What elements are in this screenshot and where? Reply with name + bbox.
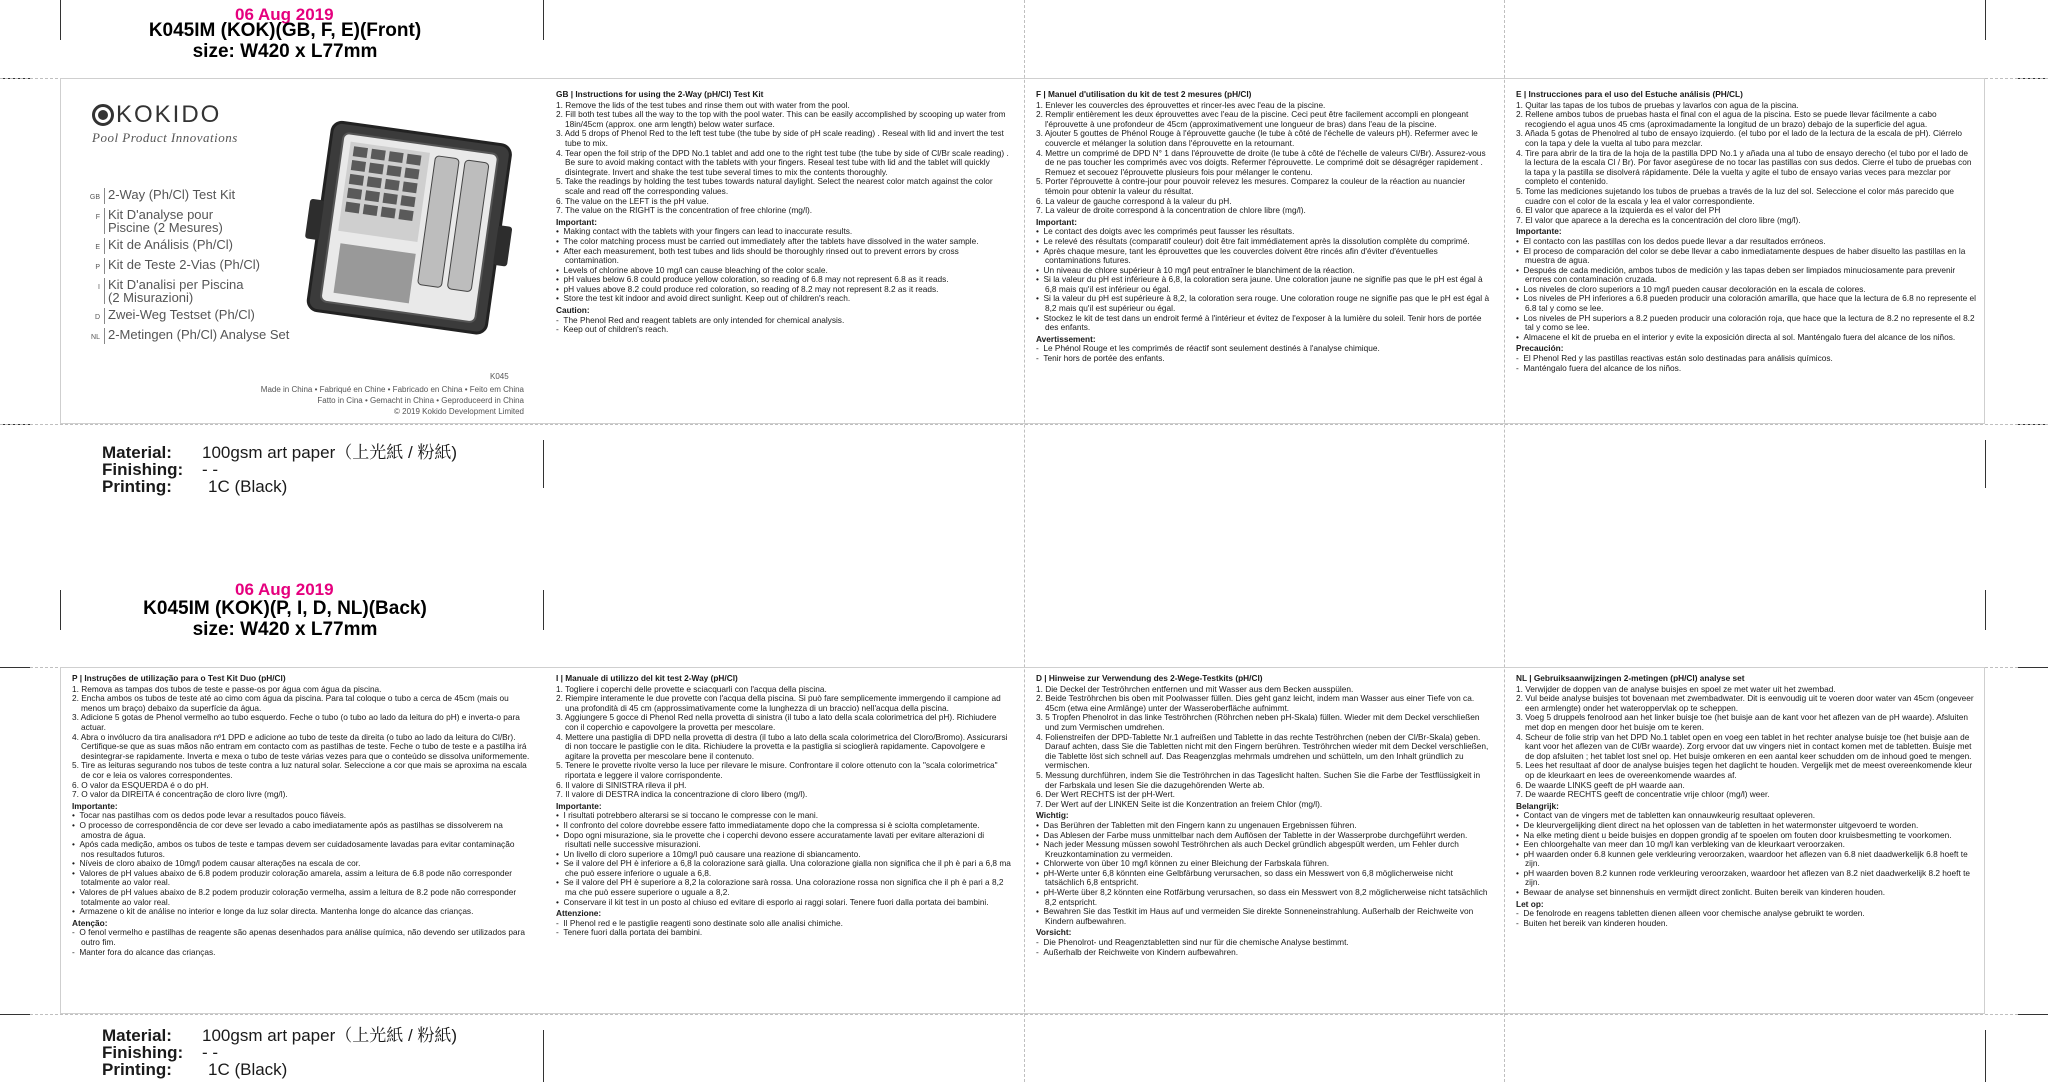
spec-text: Material: (102, 1026, 172, 1045)
section-heading: NL | Gebruiksaanwijzingen 2-metingen (pH/Cl) analyse set (1516, 674, 1745, 683)
list-item: 5. Lees het resultaat af door de analyse buisjes tegen het daglicht te houden. Vergelijk met de meest overeenkomende kleur op de kleurkaart en lees de overeenkomende waardes af. (1516, 760, 1973, 780)
list-item: 3. Voeg 5 druppels fenolrood aan het linker buisje toe (het buisje aan de kant voor het aflezen van de pH waarde). Afsluiten met dop en mengen door het buisje om te keren. (1516, 712, 1969, 732)
section-heading: E | Instrucciones para el uso del Estuche análisis (PH/CL) (1516, 90, 1743, 99)
list-item: • Bewahren Sie das Testkit im Haus auf und vermeiden Sie direkte Sonneneinstrahlung. Außerhalb der Reichweite von Kindern aufbewahren. (1036, 907, 1492, 926)
list-item: 2. Encha ambos os tubos de teste até ao cimo com água da piscina. Para tal coloque o tubo a cerca de 45cm (mais ou menos um braço) debaixo da superfície da água. (72, 693, 509, 713)
list-item: 2. Fill both test tubes all the way to the top with the pool water. This can be easily accomplished by scooping up water from 18in/45cm (approx. one arm length) below water surface. (556, 109, 1006, 129)
spec-text: 100gsm art paper（上光紙 / 粉紙) (202, 1026, 458, 1045)
list-item: 3. Add 5 drops of Phenol Red to the left test tube (the tube by side of pH scale reading) . Reseal with lid and invert the test tube to mix. (556, 128, 1004, 148)
important-heading: Importante: (556, 800, 602, 811)
important-heading: Important: (1036, 216, 1078, 227)
crop-mark (543, 1030, 544, 1082)
list-item: 2. Rellene ambos tubos de pruebas hasta el final con el agua de la piscina. Esto se puede llevar fácilmente a cabo recogiendo el agua unos 45 cms (aproximadamente la longitud de un brazo) debajo de la superficie del agua. (1516, 109, 1937, 129)
list-item: • Los niveles de cloro superiors a 10 mg/l pueden causar decoloración en la escala de colores. (1516, 285, 1976, 295)
list-item: - Il Phenol red e le pastiglie reagenti sono destinate solo alle analisi chimiche. (556, 919, 1012, 929)
steps-list (1516, 685, 1976, 800)
logo-mark-icon (92, 104, 114, 126)
crop-mark (60, 590, 61, 630)
list-item: • El contacto con las pastillas con los dedos puede llevar a dar resultados erróneos. (1516, 237, 1976, 247)
instructions-p (72, 674, 530, 1010)
list-item: 1. Enlever les couvercles des éprouvettes et rincer-les avec l'eau de la piscine. (1036, 99, 1326, 110)
front-print-spec (102, 444, 457, 495)
list-item: • I risultati potrebbero alterarsi se si toccano le compresse con le mani. (556, 811, 1012, 821)
list-item: - Tenere fuori dalla portata dei bambini. (556, 928, 1012, 938)
list-item: • The color matching process must be carried out immediately after the tablets have dissolved in the water sample. (556, 237, 1012, 247)
brand-logo (92, 101, 221, 129)
important-list (72, 811, 530, 917)
product-title-row (86, 238, 289, 254)
list-item: 5. Take the readings by holding the test tubes towards natural daylight. Select the nearest color match against the color scale and read off the corresponding values. (556, 176, 993, 196)
crop-mark (2018, 1014, 2048, 1015)
list-item: • Se il valore del PH è inferiore a 6,8 la colorazione sarà gialla. Una colorazione gialla non significa che il ph è pari a 6,8 ma che può essere inferiore o uguale a 6,8. (556, 859, 1012, 878)
list-item: • pH-Werte über 8,2 könnten eine Rotfärbung verursachen, so dass ein Messwert von 8,2 möglicherweise nicht tatsächlich 8,2 entspricht. (1036, 888, 1492, 907)
product-title-text: I (98, 284, 100, 291)
caution-heading: Let op: (1516, 898, 1544, 909)
spec-text: 1C (Black) (208, 477, 288, 496)
front-size-line: size: W420 x L77mm (192, 41, 378, 62)
list-item: 5. Porter l'éprouvette à contre-jour pour pouvoir relevez les mesures. Comparez la couleur de la réaction au nuancier témoin pour obtenir la valeur du résultat. (1036, 176, 1466, 196)
list-item: 1. Verwijder de doppen van de analyse buisjes en spoel ze met water uit het zwembad. (1516, 683, 1836, 694)
caution-list (1036, 344, 1492, 363)
spec-text: 100gsm art paper（上光紙 / 粉紙) (202, 443, 458, 462)
spec-text: - - (202, 1043, 219, 1062)
instructions-d (1036, 674, 1492, 1010)
fold-line (0, 424, 2048, 425)
list-item: 5. Tenere le provette rivolte verso la luce per rilevare le misure. Confrontare il colore ottenuto con la "scala colorimetrica" riportata e leggere il valore corrispondente. (556, 760, 998, 780)
list-item: - De fenolrode en reagens tabletten dienen alleen voor chemische analyse gebruikt te worden. (1516, 909, 1976, 919)
list-item: - Außerhalb der Reichweite von Kindern aufbewahren. (1036, 948, 1492, 958)
list-item: 4. Mettre un comprimé de DPD N° 1 dans l'éprouvette de droite (le tube à côté de l'échelle de valeurs Cl/Br). Assurez-vous de ne pas toucher les comprimés avec vos doigts. Refermer l'éprouvette. Le comprimé doit se désagréger rapidement . Remuez et secouez l'éprouvette plusieurs fois pour mélanger le contenu. (1036, 147, 1486, 177)
list-item: 1. Remove the lids of the test tubes and rinse them out with water from the pool. (556, 99, 850, 110)
list-item: 1. Togliere i coperchi delle provette e sciacquarli con l'acqua della piscina. (556, 683, 827, 694)
crop-mark (1985, 440, 1986, 488)
list-item: - Die Phenolrot- und Reagenztabletten sind nur für die chemische Analyse bestimmt. (1036, 938, 1492, 948)
spec-row (102, 478, 457, 495)
product-title-text: P (95, 264, 100, 271)
product-title-text: Kit de Análisis (Ph/Cl) (104, 238, 233, 254)
instructions-i (556, 674, 1012, 1010)
list-item: 4. Mettere una pastiglia di DPD nella provetta di destra (il tubo a lato della scala colorimetrica del Cloro/Bromo). Assicurarsi di non toccare le pastiglie con le dita. Richiudere la provetta e la pastiglia si scioglierà rapidamente. Capovolgere e agitare la provetta per mescolare bene il contenuto. (556, 731, 1008, 761)
steps-list (72, 685, 530, 800)
list-item: 2. Riempire interamente le due provette con l'acqua della piscina. Si può fare semplicemente immergendo il campione ad una profondità di 45 cm (approssimativamente come la lunghezza di un braccio) nell'acqua della piscina. (556, 693, 1001, 713)
list-item: • Tocar nas pastilhas com os dedos pode levar a resultados pouco fiáveis. (72, 811, 530, 821)
crop-mark (0, 1014, 30, 1015)
logo-wordmark: KOKIDO (116, 101, 222, 128)
caution-list (1036, 938, 1492, 957)
list-item: 7. The value on the RIGHT is the concentration of free chlorine (mg/l). (556, 205, 813, 216)
list-item: 3. 5 Tropfen Phenolrot in das linke Teströhrchen (Röhrchen neben pH-Skala) füllen. Wieder mit dem Deckel verschließen und zum Vermischen umdrehen. (1036, 712, 1480, 732)
list-item: • Na elke meting dient u beide buisjes en doppen grondig af te spoelen om fouten door kruisbesmetting te voorkomen. (1516, 831, 1976, 841)
list-item: 4. Tear open the foil strip of the DPD No.1 tablet and add one to the right test tube (the tube by side of Cl/Br scale reading) . Be sure to avoid making contact with the tablets with your fingers. Reseal test tube with lid and the tablet will quickly disintegrate. Invert and shake the test tube several times to mix the contents thoroughly. (556, 147, 1009, 177)
fold-line (0, 1014, 2048, 1015)
instructions-f (1036, 90, 1492, 420)
list-item: • pH values above 8.2 could produce red coloration, so reading of 8.2 may not represent 8.2 as it reads. (556, 285, 1012, 295)
list-item: 4. Folienstreifen der DPD-Tablette Nr.1 aufreißen und Tablette in das rechte Teströhrchen (neben der Cl/Br-Skala) geben. Darauf achten, dass Sie die Tabletten nicht mit den Fingern berühren. Teströhrchen wieder mit dem Deckel verschließen, die Tablette löst sich schnell auf. Das Reagenzglas mehrmals umdrehen und schütteln, um den Inhalt gründlich zu vermischen. (1036, 731, 1489, 771)
list-item: • Almacene el kit de prueba en el interior y evite la exposición directa al sol. Manténgalo fuera del alcance de los niños. (1516, 333, 1976, 343)
important-list (1516, 237, 1976, 343)
list-item: • Armazene o kit de análise no interior e longe da luz solar directa. Mantenha longe do alcance das crianças. (72, 907, 530, 917)
list-item: 2. Beide Teströhrchen bis oben mit Poolwasser füllen. Dies geht ganz leicht, indem man Wasser aus einer Tiefe von ca. 45cm (etwa eine Armlänge) unter der Wasseroberfläche aufnimmt. (1036, 693, 1475, 713)
spec-row (102, 444, 457, 461)
list-item: • Le contact des doigts avec les comprimés peut fausser les résultats. (1036, 227, 1492, 237)
list-item: • Los niveles de PH superiors a 8.2 pueden producir una coloración roja, que hace que la lectura de 8.2 no represente el 8.2 tal y como se lee. (1516, 314, 1976, 333)
list-item: 6. El valor que aparece a la izquierda es el valor del PH (1516, 205, 1721, 216)
spec-text: Printing: (102, 477, 172, 496)
list-item: • pH values below 6.8 could produce yellow coloration, so reading of 6.8 may not represent 6.8 as it reads. (556, 275, 1012, 285)
important-heading: Wichtig: (1036, 810, 1069, 821)
list-item: 2. Vul beide analyse buisjes tot bovenaan met zwembadwater. Dit is eenvoudig uit te voeren door water van 45cm (ongeveer een armlengte) onder het wateroppervlak op te scheppen. (1516, 693, 1974, 713)
steps-list (556, 101, 1012, 216)
instructions-nl (1516, 674, 1976, 1010)
list-item: 1. Remova as tampas dos tubos de teste e passe-os por água com água da piscina. (72, 683, 382, 694)
list-item: • After each measurement, both test tubes and lids should be thoroughly rinsed out to prevent errors by cross contamination. (556, 247, 1012, 266)
spec-row (102, 1061, 457, 1078)
list-item: 1. Die Deckel der Teströhrchen entfernen und mit Wasser aus dem Becken ausspülen. (1036, 683, 1354, 694)
caution-list (556, 919, 1012, 938)
spec-row (102, 1027, 457, 1044)
important-list (556, 811, 1012, 907)
steps-list (1516, 101, 1976, 226)
crop-mark (543, 0, 544, 40)
list-item: 6. O valor da ESQUERDA é o do pH. (72, 779, 209, 790)
list-item: • Stockez le kit de test dans un endroit fermé à l'intérieur et évitez de l'exposer à la lumière du soleil. Tenir hors de portée des enfants. (1036, 314, 1492, 333)
back-title-line: K045IM (KOK)(P, I, D, NL)(Back) (143, 598, 427, 619)
list-item: • Nach jeder Messung müssen sowohl Teströhrchen als auch Deckel gründlich abgespült werden, um Fehler durch Kreuzkontamination zu vermeiden. (1036, 840, 1492, 859)
list-item: • O processo de correspondência de cor deve ser levado a cabo imediatamente após as pastilhas se dissolverem na amostra de água. (72, 821, 530, 840)
list-item: 5. Tome las mediciones sujetando los tubos de pruebas a través de la luz del sol. Seleccione el color más parecido que cuadre con el color de la escala y lea el valor correspondiente. (1516, 185, 1954, 206)
crop-mark (543, 590, 544, 630)
list-item: • Un niveau de chlore supérieur à 10 mg/l peut entraîner le blanchiment de la réaction. (1036, 266, 1492, 276)
list-item: 4. Abra o invólucro da tira analisadora nº1 DPD e adicione ao tubo de teste da direita (o tubo ao lado da leitura do Cl/Br). Certifique-se que as suas mãos não entram em contacto com as pastilhas de teste. Feche o tubo de teste e a pastilha irá desintegrar-se rapidamente. Inverta e mexa o tubo de teste várias vezes para que o conteúdo se dissolva uniformemente. (72, 731, 530, 761)
list-item: - O fenol vermelho e pastilhas de reagente são apenas desenhados para análise química, não devendo ser utilizados para outro fim. (72, 928, 530, 947)
product-title-row (86, 278, 289, 304)
list-item: • Si la valeur du pH est supérieure à 8,2, la coloration sera rouge. Une coloration rouge ne signifie pas que le pH est égal à 8,2 mais qu'il est supérieur ou égal. (1036, 294, 1492, 313)
list-item: • Un livello di cloro superiore a 10mg/l può causare una reazione di sbiancamento. (556, 850, 1012, 860)
product-title-text: NL (91, 334, 100, 341)
list-item: - Manter fora do alcance das crianças. (72, 948, 530, 958)
list-item: 3. Adicione 5 gotas de Phenol vermelho ao tubo esquerdo. Feche o tubo (o tubo ao lado da leitura do pH) e inverta-o para actuar. (72, 712, 520, 732)
test-kit-case-image (300, 103, 525, 343)
product-title-text: Kit D'analisi per Piscina (2 Misurazioni) (104, 278, 254, 304)
list-item: • De kleurvergelijking dient direct na het oplossen van de tabletten in het watermonster uitgevoerd te worden. (1516, 821, 1976, 831)
list-item: • Después de cada medición, ambos tubos de medición y las tapas deben ser limpiados minuciosamente para prevenir errores con contaminación cruzada. (1516, 266, 1976, 285)
list-item: - El Phenol Red y las pastillas reactivas están solo destinadas para análisis químicos. (1516, 354, 1976, 364)
list-item: 2. Remplir entièrement les deux éprouvettes avec l'eau de la piscine. Ceci peut être facilement accompli en plongeant l'éprouvette à une profondeur de 45cm (approximativement une longueur de bras) dans l'eau de la piscine. (1036, 109, 1469, 129)
section-heading: P | Instruções de utilização para o Test Kit Duo (pH/Cl) (72, 674, 286, 683)
list-item: • Store the test kit indoor and avoid direct sunlight. Keep out of children's reach. (556, 294, 1012, 304)
list-item: • Si la valeur du pH est inférieure à 6,8, la coloration sera jaune. Une coloration jaune ne signifie pas que le pH est égal à 6,8 mais qu'il est inférieur ou égal. (1036, 275, 1492, 294)
important-list (1036, 821, 1492, 927)
caution-list (556, 316, 1012, 335)
list-item: • pH waarden onder 6.8 kunnen gele verkleuring veroorzaken, waardoor het aflezen van 6.8 niet daadwerkelijk 6.8 hoeft te zijn. (1516, 850, 1976, 869)
list-item: • Levels of chlorine above 10 mg/l can cause bleaching of the color scale. (556, 266, 1012, 276)
product-title-row (86, 258, 289, 274)
list-item: • pH waarden boven 8.2 kunnen rode verkleuring veroorzaken, waardoor het aflezen van 8.2 niet daadwerkelijk 8.2 hoeft te zijn. (1516, 869, 1976, 888)
instructions-e (1516, 90, 1976, 420)
spec-row (102, 461, 457, 478)
caution-list (1516, 354, 1976, 373)
list-item: • Conservare il kit test in un posto al chiuso ed evitare di esporlo ai raggi solari. Tenere fuori dalla portata dei bambini. (556, 898, 1012, 908)
important-list (556, 227, 1012, 304)
caution-heading: Vorsicht: (1036, 927, 1072, 938)
spec-text: Made in China • Fabriqué en Chine • Fabricado en China • Feito em China (260, 385, 524, 394)
list-item: • pH-Werte unter 6,8 könnten eine Gelbfärbung verursachen, so dass ein Messwert von 6,8 möglicherweise nicht tatsächlich 6,8 entspricht. (1036, 869, 1492, 888)
crop-mark (1985, 1030, 1986, 1082)
list-item: 6. De waarde LINKS geeft de pH waarde aan. (1516, 779, 1685, 790)
list-item: - Buiten het bereik van kinderen houden. (1516, 919, 1976, 929)
section-heading: D | Hinweise zur Verwendung des 2-Wege-Testkits (pH/Cl) (1036, 674, 1263, 683)
list-item: - The Phenol Red and reagent tablets are only intended for chemical analysis. (556, 316, 1012, 326)
list-item: • Valores de pH values abaixo de 8.2 podem produzir coloração vermelha, assim a leitura de 8.2 pode não corresponder totalmente ao valor real. (72, 888, 530, 907)
crop-mark (1985, 0, 1986, 40)
crop-mark (0, 667, 30, 668)
product-title-text: D (94, 314, 100, 321)
product-title-text: Kit de Teste 2-Vias (Ph/Cl) (104, 258, 260, 274)
important-heading: Importante: (1516, 226, 1562, 237)
front-date: 06 Aug 2019 (235, 5, 334, 24)
product-title-row (86, 308, 289, 324)
list-item: 6. La valeur de gauche correspond à la valeur du pH. (1036, 195, 1232, 206)
list-item: 7. La valeur de droite correspond à la concentration de chlore libre (mg/l). (1036, 205, 1306, 216)
product-title-text: F (95, 214, 100, 221)
list-item: 6. Der Wert RECHTS ist der pH-Wert. (1036, 789, 1175, 800)
caution-heading: Attenzione: (556, 908, 602, 919)
list-item: 7. De waarde RECHTS geeft de concentratie vrije chloor (mg/l) weer. (1516, 789, 1770, 800)
list-item: • Dopo ogni misurazione, sia le provette che i coperchi devono essere accuratamente lavati per evitare alterazioni di risultati nelle successive misurazioni. (556, 831, 1012, 850)
spec-text: © 2019 Kokido Development Limited (394, 407, 524, 416)
spec-text: Finishing: (102, 460, 184, 479)
product-titles (86, 188, 289, 348)
crop-mark (60, 0, 61, 40)
instructions-gb (556, 90, 1012, 420)
list-item: • Chlorwerte von über 10 mg/l können zu einer Bleichung der Farbskala führen. (1036, 859, 1492, 869)
product-title-text: GB (89, 194, 100, 201)
list-item: • Valores de pH values abaixo de 6.8 podem produzir coloração amarela, assim a leitura de 6.8 pode não corresponder totalmente ao valor real. (72, 869, 530, 888)
back-size-line: size: W420 x L77mm (192, 619, 378, 640)
list-item: • Il confronto del colore dovrebbe essere fatto immediatamente dopo che la compressa si è sciolta completamente. (556, 821, 1012, 831)
caution-list (72, 928, 530, 957)
list-item: • Bewaar de analyse set binnenshuis en vermijdt direct zonlicht. Buiten bereik van kinderen houden. (1516, 888, 1976, 898)
list-item: 7. O valor da DIREITA é concentração de cloro livre (mg/l). (72, 789, 288, 800)
list-item: 4. Scheur de folie strip van het DPD No.1 tablet open en voeg een tablet in het rechter analyse buisje toe (het buisje aan de kant voor het aflezen van de Cl/Br waarde). Zorg ervoor dat uw vingers niet in contact komen met de tabletten. Buisje met de dop afsluiten ; het tablet lost snel op. Het buisje omkeren en een aantal keer schudden om de inhoud goed te mengen. (1516, 731, 1972, 761)
product-title-text: 2-Metingen (Ph/Cl) Analyse Set (104, 328, 289, 344)
product-title-text: Zwei-Weg Testset (Ph/Cl) (104, 308, 255, 324)
crop-mark (1985, 590, 1986, 630)
list-item: - Le Phénol Rouge et les comprimés de réactif sont seulement destinés à l'analyse chimique. (1036, 344, 1492, 354)
list-item: 3. Ajouter 5 gouttes de Phénol Rouge à l'éprouvette gauche (le tube à côté de l'échelle de valeurs pH). Refermer avec le couvercle et mélanger la solution dans l'éprouvette en la retournant. (1036, 128, 1478, 148)
list-item: 3. Añada 5 gotas de Phenolred al tubo de ensayo izquierdo. (el tubo por el lado de la lectura de la escala de pH). Ciérrelo con la tapa y dele la vuelta al tubo para mezclar. (1516, 128, 1963, 148)
back-print-spec (102, 1027, 457, 1078)
front-title-line: K045IM (KOK)(GB, F, E)(Front) (148, 20, 422, 41)
caution-heading: Atenção: (72, 917, 108, 928)
spec-text: 1C (Black) (208, 1060, 288, 1079)
list-item: • Los niveles de PH inferiores a 6.8 pueden producir una coloración amarilla, que hace que la lectura de 6.8 no represente el 6.8 tal y como se lee. (1516, 294, 1976, 313)
list-item: • Das Ablesen der Farbe muss unmittelbar nach dem Auflösen der Tablette in der Wasserprobe durchgeführt werden. (1036, 831, 1492, 841)
product-title-row (86, 208, 289, 234)
important-list (1036, 227, 1492, 333)
spec-text: Fatto in Cina • Gemacht in China • Geproduceerd in China (317, 396, 524, 405)
spec-text: Finishing: (102, 1043, 184, 1062)
logo-tagline: Pool Product Innovations (92, 130, 238, 145)
steps-list (556, 685, 1012, 800)
list-item: 7. Il valore di DESTRA indica la concentrazione di cloro libero (mg/l). (556, 789, 808, 800)
list-item: • Le relevé des résultats (comparatif couleur) doit être fait immédiatement après la dissolution complète du comprimé. (1036, 237, 1492, 247)
crop-mark (2018, 667, 2048, 668)
product-title-row (86, 328, 289, 344)
made-in-notice (190, 384, 524, 417)
list-item: 7. El valor que aparece a la derecha es la concentración del cloro libre (mg/l). (1516, 214, 1801, 225)
product-title-row (86, 188, 289, 204)
list-item: 7. Der Wert auf der LINKEN Seite ist die Konzentration an freiem Chlor (mg/l). (1036, 798, 1323, 809)
section-heading: GB | Instructions for using the 2-Way (pH/Cl) Test Kit (556, 90, 764, 99)
steps-list (1036, 685, 1492, 810)
crop-mark (543, 440, 544, 488)
caution-list (1516, 909, 1976, 928)
steps-list (1036, 101, 1492, 216)
list-item: 5. Tire as leituras segurando nos tubos de teste contra a luz natural solar. Seleccione a cor que mais se aproxima na escala de cor e leia os valores correspondentes. (72, 760, 527, 780)
section-heading: F | Manuel d'utilisation du kit de test 2 mesures (pH/Cl) (1036, 90, 1252, 99)
list-item: 3. Aggiungere 5 gocce di Phenol Red nella provetta di sinistra (il tubo a lato della scala colorimetrica del pH). Richiudere con il coperchio e capovolgere la provetta per mescolare. (556, 712, 997, 732)
section-heading: I | Manuale di utilizzo del kit test 2-Way (pH/Cl) (556, 674, 738, 683)
back-date: 06 Aug 2019 (235, 580, 334, 599)
list-item: • Making contact with the tablets with your fingers can lead to inaccurate results. (556, 227, 1012, 237)
back-title (110, 598, 460, 640)
spec-text: Material: (102, 443, 172, 462)
caution-heading: Avertissement: (1036, 333, 1096, 344)
list-item: • Contact van de vingers met de tabletten kan onnauwkeurig resultaat opleveren. (1516, 811, 1976, 821)
list-item: 4. Tire para abrir de la tira de la hoja de la pastilla DPD No.1 y añada una al tubo de ensayo derecho (el tubo por el lado de la lectura de la escala Cl / Br). Por favor asegúrese de no tocar las pastillas con sus dedos. Cierre el tubo de pruebas con la tapa y la pastilla se disolverá rápidamente. Déle la vuelta y agite el tubo de ensayo varias veces para mezclar por completo el contenido. (1516, 147, 1972, 187)
list-item: 6. The value on the LEFT is the pH value. (556, 195, 709, 206)
spec-text: Printing: (102, 1060, 172, 1079)
spec-row (102, 1044, 457, 1061)
important-heading: Importante: (72, 800, 118, 811)
list-item: • Níveis de cloro abaixo de 10mg/l podem causar alterações na escala de cor. (72, 859, 530, 869)
spec-text: - - (202, 460, 219, 479)
list-item: 5. Messung durchführen, indem Sie die Teströhrchen in das Tageslicht halten. Suchen Sie die Farbe der Testflüssigkeit in der Farbskala und lesen Sie die dazugehörenden Werte ab. (1036, 769, 1481, 790)
list-item: - Manténgalo fuera del alcance de los niños. (1516, 364, 1976, 374)
important-list (1516, 811, 1976, 897)
product-code: K045 (490, 372, 509, 381)
caution-heading: Caution: (556, 305, 590, 316)
list-item: • Après chaque mesure, tant les éprouvettes que les couvercles doivent être rincés afin d'éviter d'éventuelles contaminations futures. (1036, 247, 1492, 266)
important-heading: Important: (556, 216, 598, 227)
list-item: • Een chloorgehalte van meer dan 10 mg/l kan verbleking van de kleurkaart veroorzaken. (1516, 840, 1976, 850)
list-item: 6. Il valore di SINISTRA rileva il pH. (556, 779, 687, 790)
list-item: 1. Quitar las tapas de los tubos de pruebas y lavarlos con agua de la piscina. (1516, 99, 1799, 110)
list-item: • El proceso de comparación del color se debe llevar a cabo inmediatamente despues de haber disuelto las pastillas en la muestra de agua. (1516, 247, 1976, 266)
product-title-text: 2-Way (Ph/Cl) Test Kit (104, 188, 235, 204)
list-item: - Keep out of children's reach. (556, 325, 1012, 335)
caution-heading: Precaución: (1516, 343, 1564, 354)
list-item: • Se il valore del PH è superiore a 8,2 la colorazione sarà rossa. Una colorazione rossa non significa che il ph è pari a 8,2 ma che può essere superiore o uguale a 8,2. (556, 878, 1012, 897)
list-item: • Após cada medição, ambos os tubos de teste e tampas devem ser cuidadosamente lavadas para evitar contaminação nos resultados futuros. (72, 840, 530, 859)
product-title-text: Kit D'analyse pour Piscine (2 Mesures) (104, 208, 254, 234)
front-title (130, 20, 440, 62)
list-item: • Das Berühren der Tabletten mit den Fingern kann zu ungenauen Ergebnissen führen. (1036, 821, 1492, 831)
list-item: - Tenir hors de portée des enfants. (1036, 354, 1492, 364)
product-title-text: E (95, 244, 100, 251)
important-heading: Belangrijk: (1516, 800, 1559, 811)
